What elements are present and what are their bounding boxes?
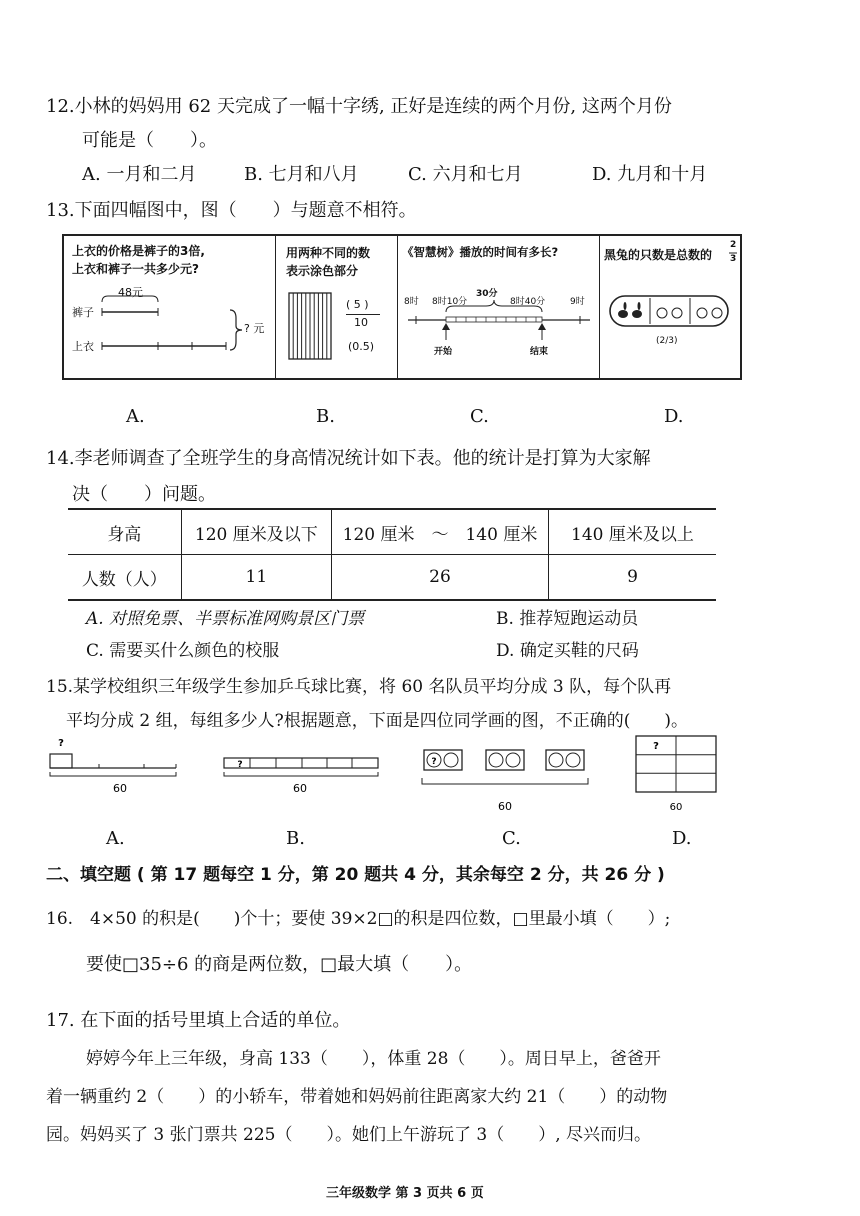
panel-d-rabbits: [600, 236, 740, 378]
table-cell: 9: [548, 555, 716, 601]
panel-a-title2: 上衣和裤子一共多少元?: [72, 262, 199, 276]
q17-line3: 着一辆重约 2（ ）的小轿车，带着她和妈妈前往距离家大约 21（ ）的动物: [46, 1087, 668, 1107]
panel-c-duration: 30分: [476, 289, 498, 299]
q14-option-b: B. 推荐短跑运动员: [496, 609, 639, 629]
q12-option-c: C. 六月和七月: [408, 164, 523, 185]
q14-option-c: C. 需要买什么颜色的校服: [86, 641, 280, 661]
q13-label-c: C.: [470, 406, 489, 427]
q15-label-c: C.: [502, 828, 521, 849]
q14-option-d: D. 确定买鞋的尺码: [496, 641, 639, 661]
panel-a-segment-diagram: [64, 236, 276, 378]
q12-line1: 12.小林的妈妈用 62 天完成了一幅十字绣, 正好是连续的两个月份, 这两个月份: [46, 96, 672, 117]
q14-line2: 决（ ）问题。: [72, 484, 216, 505]
panel-b-fraction-den: 10: [354, 316, 368, 329]
section-2-heading: 二、填空题 ( 第 17 题每空 1 分，第 20 题共 4 分，其余每空 2 分，共 26 分 ): [46, 865, 665, 885]
q15-diagram-a: [44, 734, 180, 794]
q13-panel-d: [600, 236, 740, 378]
table-header-cell: 身高: [68, 509, 181, 555]
diagram-c-total: 60: [498, 800, 512, 812]
panel-a-unknown: ? 元: [244, 322, 265, 335]
q13-text: 13.下面四幅图中，图（ ）与题意不相符。: [46, 200, 417, 221]
panel-d-frac-den: 3: [730, 254, 737, 264]
panel-c-title: 《智慧树》播放的时间有多长?: [402, 245, 559, 259]
q15-label-b: B.: [286, 828, 305, 849]
table-cell: 26: [332, 555, 549, 601]
table-row: [68, 509, 716, 555]
q12-line2: 可能是（ ）。: [82, 130, 217, 151]
diagram-d-total: 60: [669, 802, 683, 813]
panel-c-8h10: 8时10分: [432, 297, 468, 307]
diagram-a-question: ?: [58, 738, 64, 749]
q17-line1: 17. 在下面的括号里填上合适的单位。: [46, 1010, 351, 1031]
panel-a-top-label: 上衣: [72, 340, 94, 353]
q12-option-b: B. 七月和八月: [244, 164, 359, 185]
height-stat-table: [68, 508, 716, 601]
q15-diagram-d: [634, 734, 720, 816]
panel-b-fraction-bar: [346, 314, 380, 315]
q15-label-d: D.: [672, 828, 692, 849]
panel-b-decimal: (0.5): [348, 340, 375, 353]
q13-label-b: B.: [316, 406, 335, 427]
panel-c-end: 结束: [530, 347, 549, 357]
panel-a-title1: 上衣的价格是裤子的3倍,: [72, 244, 205, 258]
diagram-b-total: 60: [293, 782, 307, 795]
panel-c-8h: 8时: [404, 297, 419, 307]
panel-a-price: 48元: [118, 286, 143, 299]
q17-line4: 园。妈妈买了 3 张门票共 225（ ）。她们上午游玩了 3（ ）, 尽兴而归。: [46, 1125, 652, 1145]
q17-line2: 婷婷今年上三年级，身高 133（ ），体重 28（ ）。周日早上，爸爸开: [86, 1049, 661, 1069]
table-header-cell: 140 厘米及以上: [548, 509, 716, 555]
diagram-d-question: ?: [653, 741, 659, 752]
table-cell: 11: [181, 555, 331, 601]
q15-label-a: A.: [106, 828, 125, 849]
panel-d-frac-num: 2: [730, 240, 737, 250]
q16-line1: 16. 4×50 的积是( )个十；要使 39×2□的积是四位数，□里最小填（ ）;: [46, 909, 671, 929]
q13-figure-box: [62, 234, 742, 380]
q15-line2: 平均分成 2 组，每组多少人?根据题意，下面是四位同学画的图，不正确的( )。: [66, 711, 689, 731]
q13-panel-a: [64, 236, 276, 378]
panel-d-answer: (2/3): [656, 336, 678, 346]
panel-c-start: 开始: [434, 347, 453, 357]
table-header-cell: 120 厘米 ～ 140 厘米: [332, 509, 549, 555]
panel-c-9h: 9时: [570, 297, 585, 307]
panel-b-striped-rect: [288, 292, 332, 360]
q13-panel-b: [276, 236, 398, 378]
q12-option-a: A. 一月和二月: [82, 164, 197, 185]
q13-label-d: D.: [664, 406, 684, 427]
panel-b-fraction-num: ( 5 ): [346, 298, 369, 311]
panel-a-pants-label: 裤子: [72, 306, 94, 319]
q14-line1: 14.李老师调查了全班学生的身高情况统计如下表。他的统计是打算为大家解: [46, 448, 651, 469]
q13-panel-c: [398, 236, 600, 378]
q14-option-a: A. 对照免票、半票标准网购景区门票: [86, 609, 365, 629]
page-footer: 三年级数学 第 3 页共 6 页: [326, 1186, 484, 1201]
q15-diagram-b: [220, 752, 382, 808]
panel-b-title2: 表示涂色部分: [286, 264, 359, 278]
table-header-cell: 120 厘米及以下: [181, 509, 331, 555]
panel-c-timeline: [398, 236, 600, 378]
table-row: [68, 555, 716, 601]
q15-diagram-c: [418, 746, 594, 812]
diagram-c-question: ?: [431, 757, 437, 767]
panel-d-title: 黑兔的只数是总数的: [604, 248, 713, 262]
q12-option-d: D. 九月和十月: [592, 164, 708, 185]
diagram-a-total: 60: [113, 782, 127, 794]
table-cell: 人数（人）: [68, 555, 181, 601]
panel-c-8h40: 8时40分: [510, 297, 546, 307]
diagram-b-question: ?: [237, 760, 243, 770]
panel-b-title1: 用两种不同的数: [286, 246, 371, 260]
q16-line2: 要使□35÷6 的商是两位数，□最大填（ ）。: [86, 954, 473, 975]
q13-label-a: A.: [126, 406, 145, 427]
q15-line1: 15.某学校组织三年级学生参加乒乓球比赛，将 60 名队员平均分成 3 队，每个队再: [46, 677, 672, 697]
